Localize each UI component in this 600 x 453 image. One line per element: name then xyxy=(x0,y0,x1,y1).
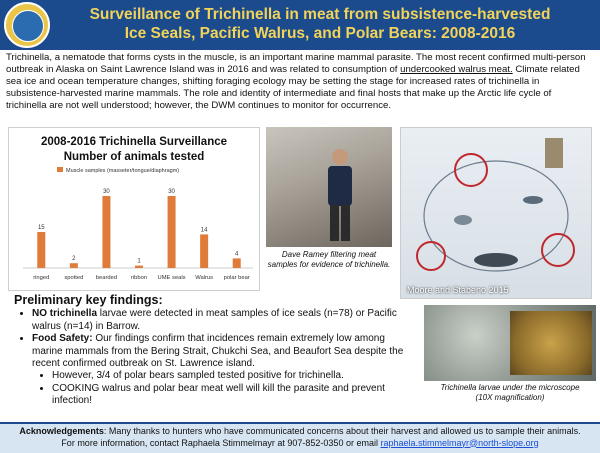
ack-text: : Many thanks to hunters who have communicated concerns about their harvest and allowed us to sample their animals. xyxy=(103,426,581,436)
chart-svg xyxy=(9,128,259,290)
photo2-caption-line-2: (10X magnification) xyxy=(475,393,545,402)
bar-bearded xyxy=(102,196,110,268)
chart-title: 2008-2016 Trichinella Surveillance xyxy=(40,136,228,148)
value-label-bearded: 30 xyxy=(103,189,110,195)
photo2-caption-line-1: Trichinella larvae under the microscope xyxy=(440,383,580,392)
value-label-ume-seals: 30 xyxy=(168,189,175,195)
legend-label: Muscle samples (masseter/tongue/diaphragm) xyxy=(66,168,180,174)
diagram-credit: Moore and Stabeno 2015 xyxy=(407,285,509,295)
category-label-ume-seals: UME seals xyxy=(157,275,186,281)
lifecycle-svg xyxy=(401,128,591,298)
bar-ringed xyxy=(37,232,45,268)
ack-bold: Acknowledgements xyxy=(19,426,104,436)
finding-2-bold: Food Safety: xyxy=(32,333,93,345)
highlight-seal-icon xyxy=(417,242,445,270)
photo1-caption: Dave Ramey filtering meat samples for evidence of trichinella. xyxy=(267,250,391,269)
category-label-walrus: Walrus xyxy=(195,275,214,281)
logo-seal-icon xyxy=(12,10,44,42)
contact-text: For more information, contact Raphaela Stimmelmayr at 907-852-0350 or email xyxy=(61,437,381,448)
photo2-caption xyxy=(424,383,596,403)
person-figure-icon xyxy=(318,147,358,242)
value-label-walrus: 14 xyxy=(200,227,208,234)
human-figure-icon xyxy=(545,138,563,168)
finding-sub-2: • COOKING walrus and polar bear meat well will kill the parasite and prevent infection! xyxy=(52,383,406,408)
plankton-icon xyxy=(454,215,472,225)
category-label-bearded: bearded xyxy=(95,275,118,281)
finding-sub-1: • However, 3/4 of polar bears sampled tested positive for trichinella. xyxy=(52,370,406,382)
intro-underlined: undercooked walrus meat. xyxy=(400,64,513,75)
key-findings xyxy=(14,294,406,408)
intro-text-b: Climate related sea ice and ocean temperature changes, shifting foraging ecology may be setting the stage for increased rates of trichinella in subsistence-harvested marine mammals. The role and identity of intermediate and final hosts that make up the Arctic life cycle of trichinella are not well understood; however, the DWM continues to monitor for occurrence. xyxy=(6,64,580,111)
legend-swatch xyxy=(57,167,63,172)
surveillance-chart xyxy=(8,127,260,291)
bar-ribbon xyxy=(135,266,143,268)
contact-line xyxy=(0,438,600,450)
value-label-ribbon: 1 xyxy=(137,258,141,265)
title-line-1: Surveillance of Trichinella in meat from subsistence-harvested xyxy=(89,6,551,23)
value-label-polar-bear: 4 xyxy=(235,251,239,258)
footer-acknowledgements xyxy=(0,422,600,453)
intro-paragraph xyxy=(6,52,594,112)
category-label-spotted: spotted xyxy=(64,275,84,281)
larvae-microscope-photo xyxy=(424,305,596,381)
bars-group xyxy=(33,189,250,281)
bar-polar-bear xyxy=(233,258,241,268)
value-label-spotted: 2 xyxy=(72,256,76,263)
category-label-ribbon: ribbon xyxy=(130,275,148,281)
finding-1-bold: NO trichinella xyxy=(32,308,98,320)
highlight-polar-bear-icon xyxy=(455,154,487,186)
arctic-lifecycle-diagram xyxy=(400,127,592,299)
intro-text-a: Trichinella, a nematode that forms cysts in the muscle, is an important marine mammal parasite. The most recent confirmed multi-person outbreak in Alaska on Saint Lawrence Island was in 2016 and was related to consumption of xyxy=(6,52,586,75)
title-line-2: Ice Seals, Pacific Walrus, and Polar Bears: 2008-2016 xyxy=(124,25,516,42)
fish-icon xyxy=(523,196,543,204)
whale-icon xyxy=(474,253,518,267)
category-label-polar-bear: polar bear xyxy=(223,275,250,281)
page-title xyxy=(60,5,580,43)
finding-1-text: larvae were detected in meat samples of ice seals (n=78) or Pacific walrus (n=14) in Barrow. xyxy=(32,308,397,332)
value-label-ringed: 15 xyxy=(37,225,45,231)
finding-2-text: Our findings confirm that incidences remain extremely low among marine mammals from the Bering Strait, Chukchi Sea, and Beaufort Sea despite the recent confirmed outbreak on St. Lawrence island. xyxy=(32,333,404,370)
bar-spotted xyxy=(70,263,78,268)
dave-ramey-photo xyxy=(266,127,392,247)
header-banner xyxy=(0,0,600,50)
findings-list xyxy=(14,308,406,407)
chart-subtitle: Number of animals tested xyxy=(63,151,205,163)
findings-heading: Preliminary key findings: xyxy=(14,293,163,307)
ack-line xyxy=(0,426,600,438)
north-slope-logo xyxy=(4,2,50,48)
category-label-ringed: ringed xyxy=(33,275,50,281)
highlight-walrus-icon xyxy=(542,234,574,266)
bar-walrus xyxy=(200,234,208,268)
larvae-inset-photo xyxy=(510,311,592,375)
finding-item-2 xyxy=(32,333,406,407)
finding-item-1 xyxy=(32,308,406,333)
bar-ume-seals xyxy=(168,196,176,268)
findings-sublist xyxy=(32,370,406,407)
contact-email-link[interactable]: raphaela.stimmelmayr@north-slope.org xyxy=(380,437,539,448)
